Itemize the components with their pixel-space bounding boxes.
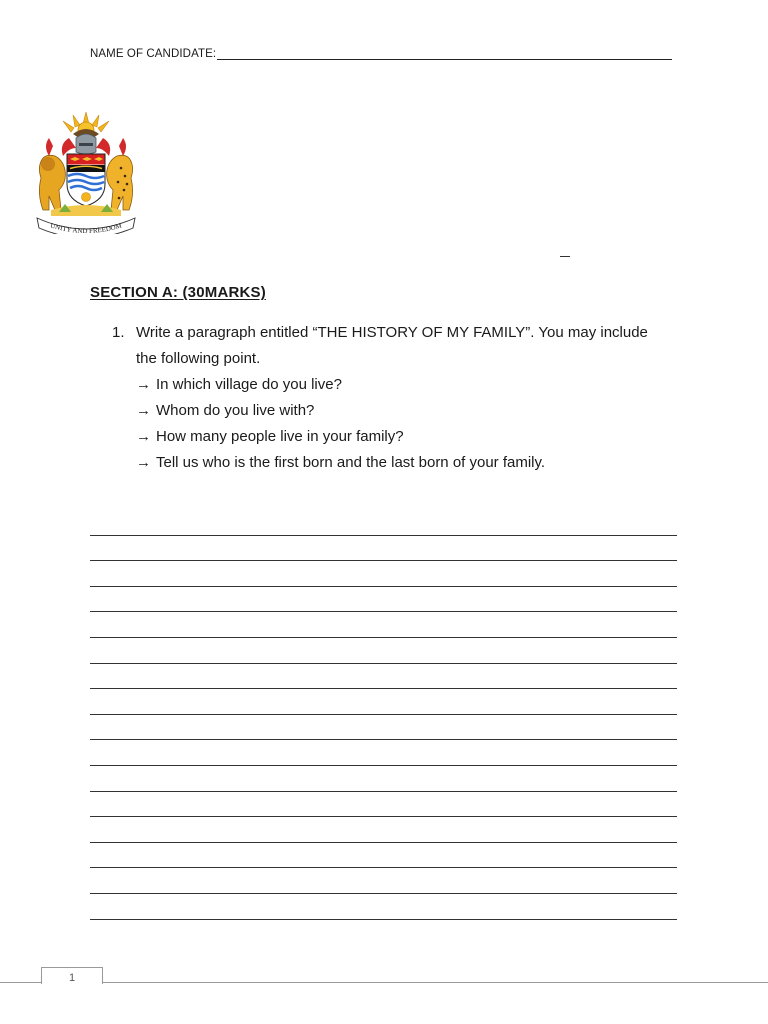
section-title: SECTION A: (30MARKS) (90, 284, 266, 301)
answer-line[interactable] (90, 766, 677, 792)
footer-rule (0, 982, 768, 983)
answer-line[interactable] (90, 843, 677, 869)
list-item (136, 398, 692, 424)
svg-text:UNITY AND FREEDOM: UNITY AND FREEDOM (49, 221, 123, 234)
stray-dash (560, 256, 570, 257)
candidate-name-label: NAME OF CANDIDATE: (90, 48, 217, 60)
answer-line[interactable] (90, 689, 677, 715)
point-text: How many people live in your family? (156, 428, 404, 445)
answer-line[interactable] (90, 664, 677, 690)
answer-line[interactable] (90, 894, 677, 920)
point-text: Tell us who is the first born and the last born of your family. (156, 454, 546, 471)
answer-line[interactable] (90, 510, 677, 536)
coat-of-arms-icon (29, 110, 143, 234)
list-item (136, 424, 692, 450)
arrow-right-icon: → (136, 454, 151, 471)
question-text-line-2: the following point. (136, 350, 261, 367)
arrow-right-icon: → (136, 402, 151, 419)
answer-area[interactable] (90, 510, 677, 920)
point-text: In which village do you live? (156, 376, 342, 393)
answer-line[interactable] (90, 792, 677, 818)
answer-line[interactable] (90, 740, 677, 766)
list-item (136, 450, 692, 476)
answer-line[interactable] (90, 561, 677, 587)
arrow-right-icon: → (136, 376, 151, 393)
arrow-right-icon: → (136, 428, 151, 445)
question-1 (112, 320, 692, 476)
candidate-name-row (90, 47, 672, 60)
answer-line[interactable] (90, 715, 677, 741)
question-number: 1. (112, 324, 125, 341)
answer-line[interactable] (90, 638, 677, 664)
candidate-name-blank[interactable] (217, 47, 672, 60)
question-text-line-1: Write a paragraph entitled “THE HISTORY OF MY FAMILY”. You may include (136, 324, 648, 341)
page-number: 1 (41, 967, 103, 984)
list-item (136, 372, 692, 398)
answer-line[interactable] (90, 612, 677, 638)
answer-line[interactable] (90, 587, 677, 613)
answer-line[interactable] (90, 817, 677, 843)
answer-line[interactable] (90, 868, 677, 894)
point-text: Whom do you live with? (156, 402, 315, 419)
answer-line[interactable] (90, 536, 677, 562)
